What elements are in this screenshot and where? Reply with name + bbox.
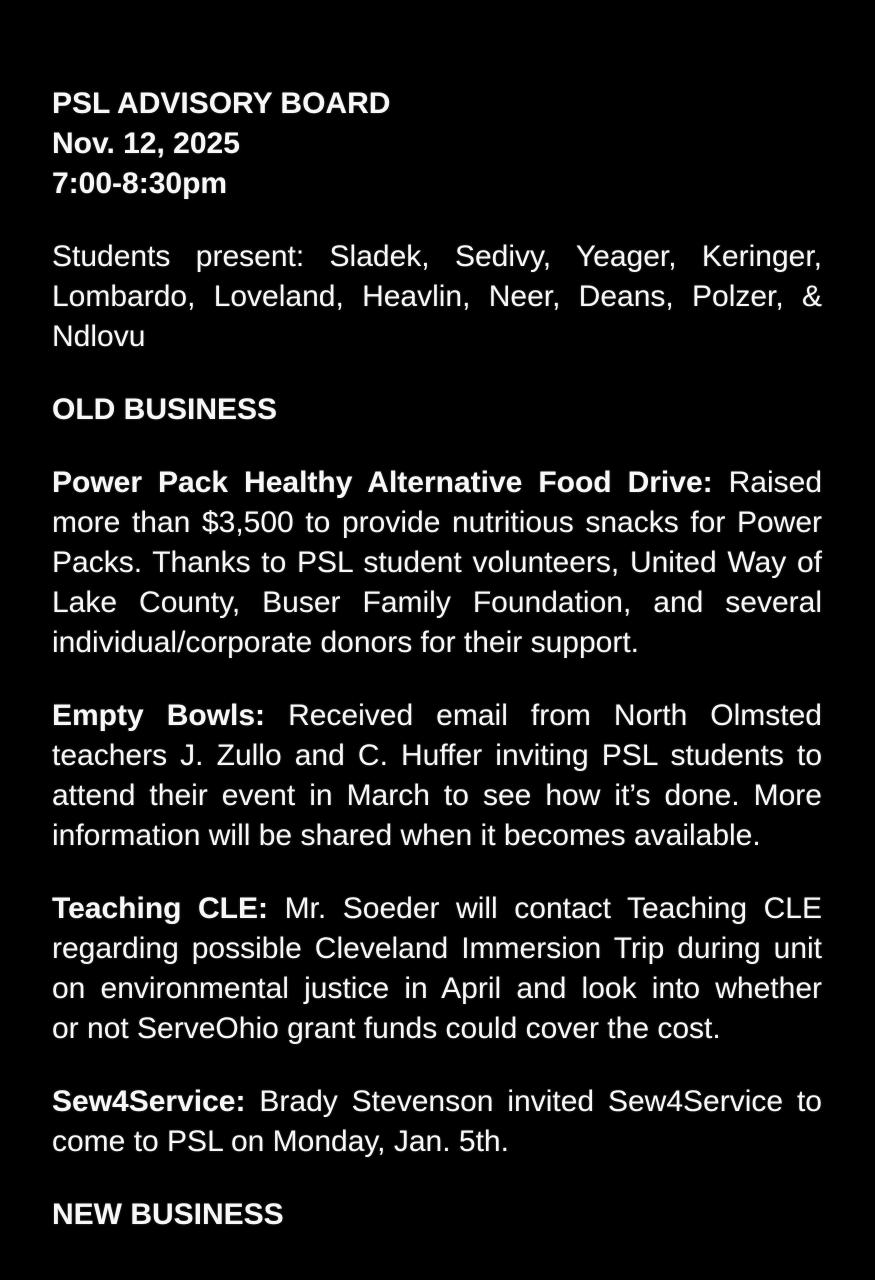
text-line: [52, 543, 822, 583]
bold-text-segment: Power Pack Healthy Alternative Food Drive:: [52, 466, 713, 499]
bold-text-segment: Nov. 12, 2025: [52, 127, 240, 160]
bold-text-segment: OLD BUSINESS: [52, 393, 278, 426]
text-line: [52, 124, 822, 164]
text-line: [52, 969, 822, 1009]
text-line: [52, 84, 822, 124]
text-line: [52, 583, 822, 623]
text-line: [52, 503, 822, 543]
text-segment: Students present: Sladek, Sedivy, Yeager, Keringer,: [52, 240, 822, 273]
text-segment: teachers J. Zullo and C. Huffer inviting PSL students to: [52, 739, 822, 772]
text-line: [52, 736, 822, 776]
text-line: [52, 776, 822, 816]
text-line: [52, 889, 822, 929]
bold-text-segment: 7:00-8:30pm: [52, 167, 228, 200]
text-line: [52, 1082, 822, 1122]
empty-bowls-paragraph: [52, 696, 822, 856]
text-segment: Lombardo, Loveland, Heavlin, Neer, Deans, Polzer, &: [52, 280, 822, 313]
text-segment: Received email from North Olmsted: [265, 699, 822, 732]
bold-text-segment: NEW BUSINESS: [52, 1198, 284, 1231]
sew4service-paragraph: [52, 1082, 822, 1162]
old-business-heading: [52, 390, 822, 430]
text-segment: more than $3,500 to provide nutritious snacks for Power: [52, 506, 822, 539]
text-line: [52, 1122, 822, 1162]
bold-text-segment: Teaching CLE:: [52, 892, 269, 925]
text-segment: individual/corporate donors for their support.: [52, 626, 639, 659]
text-line: [52, 164, 822, 204]
text-line: [52, 696, 822, 736]
text-segment: or not ServeOhio grant funds could cover the cost.: [52, 1012, 721, 1045]
text-line: [52, 816, 822, 856]
text-line: [52, 929, 822, 969]
new-business-heading: [52, 1195, 822, 1235]
text-line: [52, 237, 822, 277]
title-block: [52, 84, 822, 204]
bold-text-segment: Sew4Service:: [52, 1085, 246, 1118]
text-line: [52, 463, 822, 503]
text-segment: Mr. Soeder will contact Teaching CLE: [268, 892, 822, 925]
teaching-cle-paragraph: [52, 889, 822, 1049]
text-line: [52, 1009, 822, 1049]
text-line: [52, 277, 822, 317]
text-segment: information will be shared when it becomes available.: [52, 819, 761, 852]
text-line: [52, 1195, 822, 1235]
bold-text-segment: PSL ADVISORY BOARD: [52, 87, 391, 120]
attendance-paragraph: [52, 237, 822, 357]
bold-text-segment: Empty Bowls:: [52, 699, 266, 732]
power-pack-paragraph: [52, 463, 822, 663]
text-segment: come to PSL on Monday, Jan. 5th.: [52, 1125, 509, 1158]
text-segment: Brady Stevenson invited Sew4Service to: [245, 1085, 822, 1118]
text-segment: Packs. Thanks to PSL student volunteers, United Way of: [52, 546, 822, 579]
text-segment: Ndlovu: [52, 320, 146, 353]
text-segment: on environmental justice in April and look into whether: [52, 972, 822, 1005]
text-segment: Lake County, Buser Family Foundation, and several: [52, 586, 822, 619]
text-segment: regarding possible Cleveland Immersion Trip during unit: [52, 932, 822, 965]
text-segment: attend their event in March to see how it’s done. More: [52, 779, 822, 812]
text-line: [52, 317, 822, 357]
text-line: [52, 623, 822, 663]
text-line: [52, 390, 822, 430]
text-segment: Raised: [712, 466, 823, 499]
